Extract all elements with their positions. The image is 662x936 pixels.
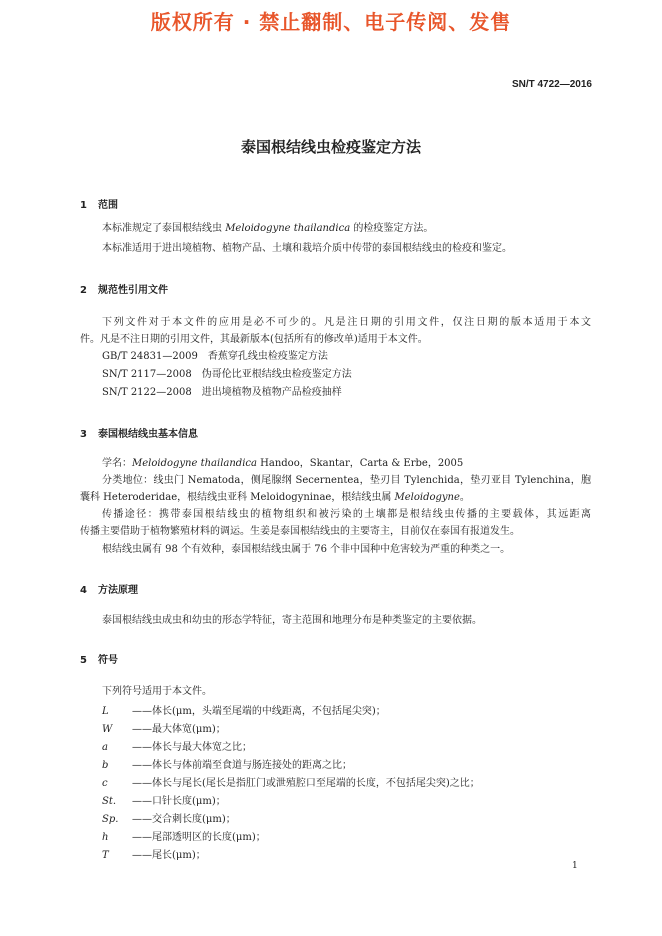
text-run: 。 xyxy=(459,492,470,503)
species-name: Meloidogyne thailandica xyxy=(132,458,257,469)
symbol: T xyxy=(102,850,109,861)
symbol: c xyxy=(102,778,108,789)
paragraph-line: 下列文件对于本文件的应用是必不可少的。凡是注日期的引用文件，仅注日期的版本适用于本文 xyxy=(102,317,591,328)
symbol-row xyxy=(102,828,266,843)
section-title: 符号 xyxy=(98,655,118,666)
page-number: 1 xyxy=(572,861,578,871)
symbol-description: ——体长与最大体宽之比； xyxy=(132,742,252,753)
classification-line xyxy=(80,491,470,505)
transmission-line: 传播途径：携带泰国根结线虫的植物组织和被污染的土壤都是根结线虫传播的主要载体，其远距离 xyxy=(102,509,591,520)
paragraph: 根结线虫属有 98 个有效种，泰国根结线虫属于 76 个非中国种中危害较为严重的种类之一。 xyxy=(102,544,511,555)
scientific-name xyxy=(102,457,463,471)
symbol-row xyxy=(102,774,480,789)
paragraph: 下列符号适用于本文件。 xyxy=(102,686,212,697)
reference-item: SN/T 2122—2008 进出境植物及植物产品检疫抽样 xyxy=(102,387,342,398)
section-number: 4 xyxy=(80,585,87,596)
symbol: a xyxy=(102,742,108,753)
reference-item: GB/T 24831—2009 香蕉穿孔线虫检疫鉴定方法 xyxy=(102,351,328,362)
symbol-description: ——尾长(μm)； xyxy=(132,850,206,861)
section-1-heading xyxy=(80,196,118,211)
symbol-description: ——体长(μm，头端至尾端的中线距离，不包括尾尖突)； xyxy=(132,706,386,717)
symbol-row xyxy=(102,756,352,771)
section-number: 2 xyxy=(80,285,87,296)
section-number: 5 xyxy=(80,655,87,666)
symbol-description: ——最大体宽(μm)； xyxy=(132,724,226,735)
paragraph-line: 件。凡是不注日期的引用文件，其最新版本(包括所有的修改单)适用于本文件。 xyxy=(80,334,428,345)
symbol-row xyxy=(102,792,226,807)
symbol: St. xyxy=(102,796,117,807)
section-title: 范围 xyxy=(98,200,118,211)
section-2-heading xyxy=(80,281,168,296)
section-3-heading xyxy=(80,425,198,440)
symbol-row xyxy=(102,810,236,825)
section-number: 1 xyxy=(80,200,87,211)
paragraph: 本标准适用于进出境植物、植物产品、土壤和栽培介质中传带的泰国根结线虫的检疫和鉴定。 xyxy=(102,243,512,254)
standard-code: SN/T 4722—2016 xyxy=(511,79,592,90)
symbol: b xyxy=(102,760,109,771)
symbol-row xyxy=(102,846,206,861)
symbol-description: ——体长与尾长(尾长是指肛门或泄殖腔口至尾端的长度，不包括尾尖突)之比； xyxy=(132,778,480,789)
reference-item: SN/T 2117—2008 伪哥伦比亚根结线虫检疫鉴定方法 xyxy=(102,369,352,380)
text-run: 的检疫鉴定方法。 xyxy=(350,223,434,234)
section-title: 方法原理 xyxy=(98,585,138,596)
copyright-watermark: 版权所有 · 禁止翻制、电子传阅、发售 xyxy=(150,10,512,34)
paragraph: 泰国根结线虫成虫和幼虫的形态学特征，寄主范围和地理分布是种类鉴定的主要依据。 xyxy=(102,615,482,626)
section-title: 泰国根结线虫基本信息 xyxy=(98,429,198,440)
document-title: 泰国根结线虫检疫鉴定方法 xyxy=(240,138,421,156)
section-4-heading xyxy=(80,581,138,596)
genus-name: Meloidogyne xyxy=(394,492,460,503)
symbol-row xyxy=(102,738,252,753)
symbol: Sp. xyxy=(102,814,119,825)
symbol-description: ——尾部透明区的长度(μm)； xyxy=(132,832,266,843)
text-run: 本标准规定了泰国根结线虫 xyxy=(102,223,226,234)
section-5-heading xyxy=(80,651,118,666)
symbol-row xyxy=(102,720,226,735)
symbol: h xyxy=(102,832,109,843)
symbol-description: ——口针长度(μm)； xyxy=(132,796,226,807)
section-title: 规范性引用文件 xyxy=(98,285,168,296)
classification-line: 分类地位：线虫门 Nematoda，侧尾腺纲 Secernentea，垫刃目 Tylenchida，垫刃亚目 Tylenchina，胞 xyxy=(102,475,591,486)
text-run: 学名： xyxy=(102,458,132,469)
transmission-line: 传播主要借助于植物繁殖材料的调运。生姜是泰国根结线虫的主要寄主，目前仅在泰国有报道发生。 xyxy=(80,526,520,537)
symbol: W xyxy=(102,724,113,735)
section-number: 3 xyxy=(80,429,87,440)
symbol: L xyxy=(102,706,109,717)
symbol-description: ——体长与体前端至食道与肠连接处的距离之比； xyxy=(132,760,352,771)
text-run: Handoo，Skantar，Carta & Erbe，2005 xyxy=(256,458,464,469)
symbol-row xyxy=(102,702,386,717)
species-name: Meloidogyne thailandica xyxy=(225,223,351,234)
symbol-description: ——交合刺长度(μm)； xyxy=(132,814,236,825)
paragraph xyxy=(102,222,433,236)
text-run: 囊科 Heteroderidae，根结线虫亚科 Meloidogyninae，根结线虫属 xyxy=(80,492,395,503)
